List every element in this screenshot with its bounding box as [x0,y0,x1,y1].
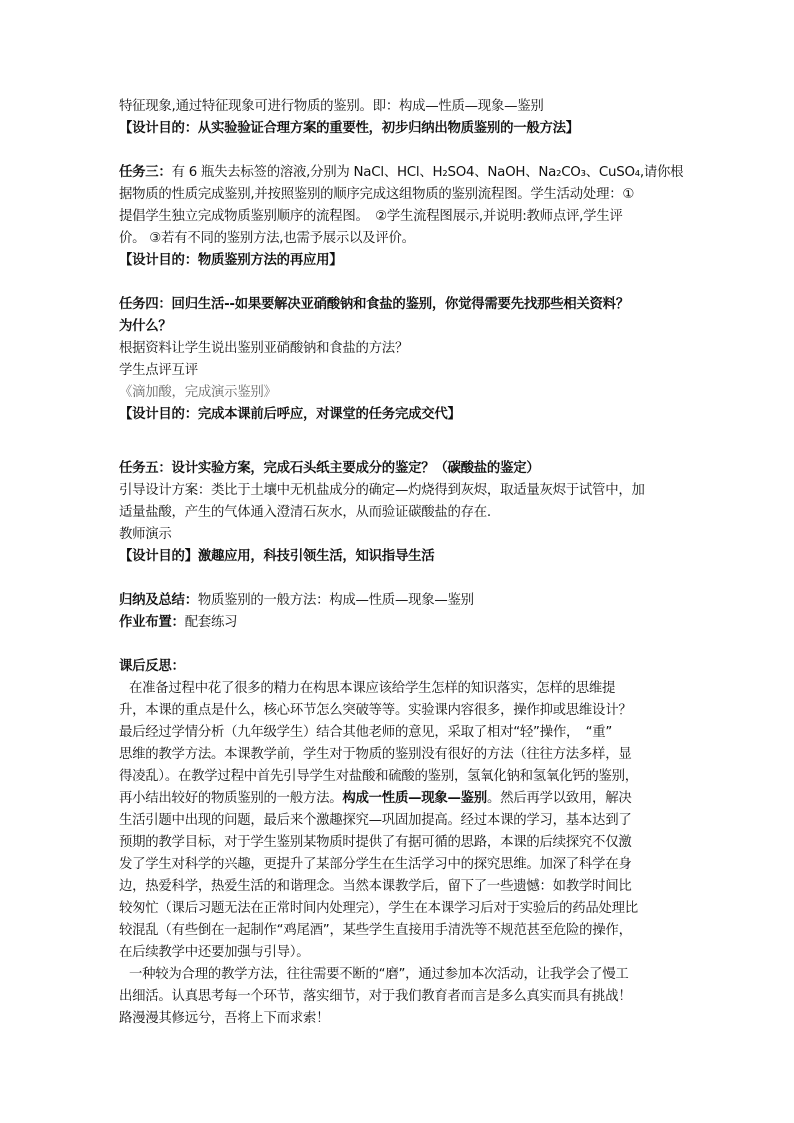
reflection-line-6-tail: 。然后再学以致用，解决 [486,791,632,806]
reflection-line-1: 在准备过程中花了很多的精力在构思本课应该给学生怎样的知识落实，怎样的思维提 [129,681,616,696]
task3-line-2: 据物质的性质完成鉴别,并按照鉴别的顺序完成这组物质的鉴别流程图。学生活动处理：① [119,187,635,202]
reflection-line-4: 思维的教学方法。本课教学前，学生对于物质的鉴别没有很好的方法（往往方法多样，显 [119,747,632,762]
task4-section [119,294,687,426]
task4-heading-cont: 为什么？ [119,319,172,334]
task3-line-1 [119,162,687,184]
reflection-line-10: 边，热爱科学，热爱生活的和谐理念。当然本课教学后，留下了一些遗憾：如教学时间比 [119,879,632,894]
reflection-heading: 课后反思： [119,659,185,674]
reflection-line-7: 生活引题中出现的问题，最后来个激趣探究—巩固加提高。经过本课的学习，基本达到了 [119,813,632,828]
summary-text: 物质鉴别的一般方法：构成—性质—现象—鉴别 [197,593,474,608]
task3-section [119,162,687,272]
intro-design-aim: 【设计目的：从实验验证合理方案的重要性，初步归纳出物质鉴别的一般方法】 [119,121,579,136]
task3-label: 任务三： [119,165,172,180]
homework-label: 作业布置： [119,615,185,630]
task5-line-3: 教师演示 [119,527,172,542]
task4-line-3: 《滴加酸，完成演示鉴别》 [119,385,277,400]
reflection-line-12: 较混乱（有些倒在一起制作“鸡尾酒”，某些学生直接用手清洗等不规范甚至危险的操作， [119,923,632,938]
reflection-para2-line-3: 路漫漫其修远兮，吾将上下而求索！ [119,1011,330,1026]
task4-line-2: 学生点评互评 [119,363,198,378]
task4-line-1: 根据资料让学生说出鉴别亚硝酸钠和食盐的方法？ [119,341,409,356]
reflection-line-5: 得凌乱）。在教学过程中首先引导学生对盐酸和硫酸的鉴别，氢氧化钠和氢氧化钙的鉴别， [119,769,638,784]
task5-heading: 任务五：设计实验方案，完成石头纸主要成分的鉴定？（碳酸盐的鉴定） [119,461,540,476]
task5-design-aim: 【设计目的】激趣应用，科技引领生活，知识指导生活 [119,549,435,564]
task5-section [119,458,687,568]
reflection-section [119,656,687,1030]
reflection-para2-line-1: 一种较为合理的教学方法，往往需要不断的“磨”，通过参加本次活动，让我学会了慢工 [129,967,629,982]
reflection-line-3: 最后经过学情分析（九年级学生）结合其他老师的意见，采取了相对“轻”操作， “重” [119,725,613,740]
reflection-line-8: 预期的教学目标，对于学生鉴别某物质时提供了有据可循的思路，本课的后续探究不仅激 [119,835,632,850]
task3-line-4: 价。 ③若有不同的鉴别方法,也需予展示以及评价。 [119,231,415,246]
reflection-line-6 [119,788,687,810]
summary-label: 归纳及总结： [119,593,198,608]
intro-line: 特征现象,通过特征现象可进行物质的鉴别。即：构成—性质—现象—鉴别 [119,99,544,114]
reflection-line-9: 发了学生对科学的兴趣，更提升了某部分学生在生活学习中的探究思维。加深了科学在身 [119,857,632,872]
reflection-bold-phrase: 构成一性质—现象—鉴别 [342,791,487,806]
reflection-line-13: 在后续教学中还要加强与引导）。 [119,945,310,960]
reflection-para2-line-2: 出细活。认真思考每一个环节，落实细节，对于我们教育者而言是多么真实而具有挑战！ [119,989,632,1004]
document-page [119,96,687,1030]
task3-line-3: 提倡学生独立完成物质鉴别顺序的流程图。 ②学生流程图展示,并说明:教师点评,学生评 [119,209,623,224]
reflection-line-2: 升，本课的重点是什么，核心环节怎么突破等等。实验课内容很多，操作抑或思维设计？ [119,703,632,718]
task4-heading: 任务四：回归生活--如果要解决亚硝酸钠和食盐的鉴别，你觉得需要先找那些相关资料？ [119,297,629,312]
task3-text-1: 有 6 瓶失去标签的溶液,分别为 NaCl、HCl、H₂SO4、NaOH、Na₂CO₃、CuSO₄,请你根 [171,165,684,180]
task5-line-2: 适量盐酸，产生的气体通入澄清石灰水，从而验证碳酸盐的存在. [119,505,491,520]
reflection-line-6-head: 再小结出较好的物质鉴别的一般方法。 [119,791,343,806]
summary-section [119,590,687,634]
task4-design-aim: 【设计目的：完成本课前后呼应，对课堂的任务完成交代】 [119,407,461,422]
homework-line [119,612,687,634]
reflection-line-11: 较匆忙（课后习题无法在正常时间内处理完），学生在本课学习后对于实验后的药品处理比 [119,901,638,916]
task5-line-1: 引导设计方案：类比于土壤中无机盐成分的确定—灼烧得到灰烬，取适量灰烬于试管中，加 [119,483,645,498]
summary-line [119,590,687,612]
homework-text: 配套练习 [184,615,238,630]
task3-design-aim: 【设计目的：物质鉴别方法的再应用】 [119,253,343,268]
intro-section [119,96,687,140]
